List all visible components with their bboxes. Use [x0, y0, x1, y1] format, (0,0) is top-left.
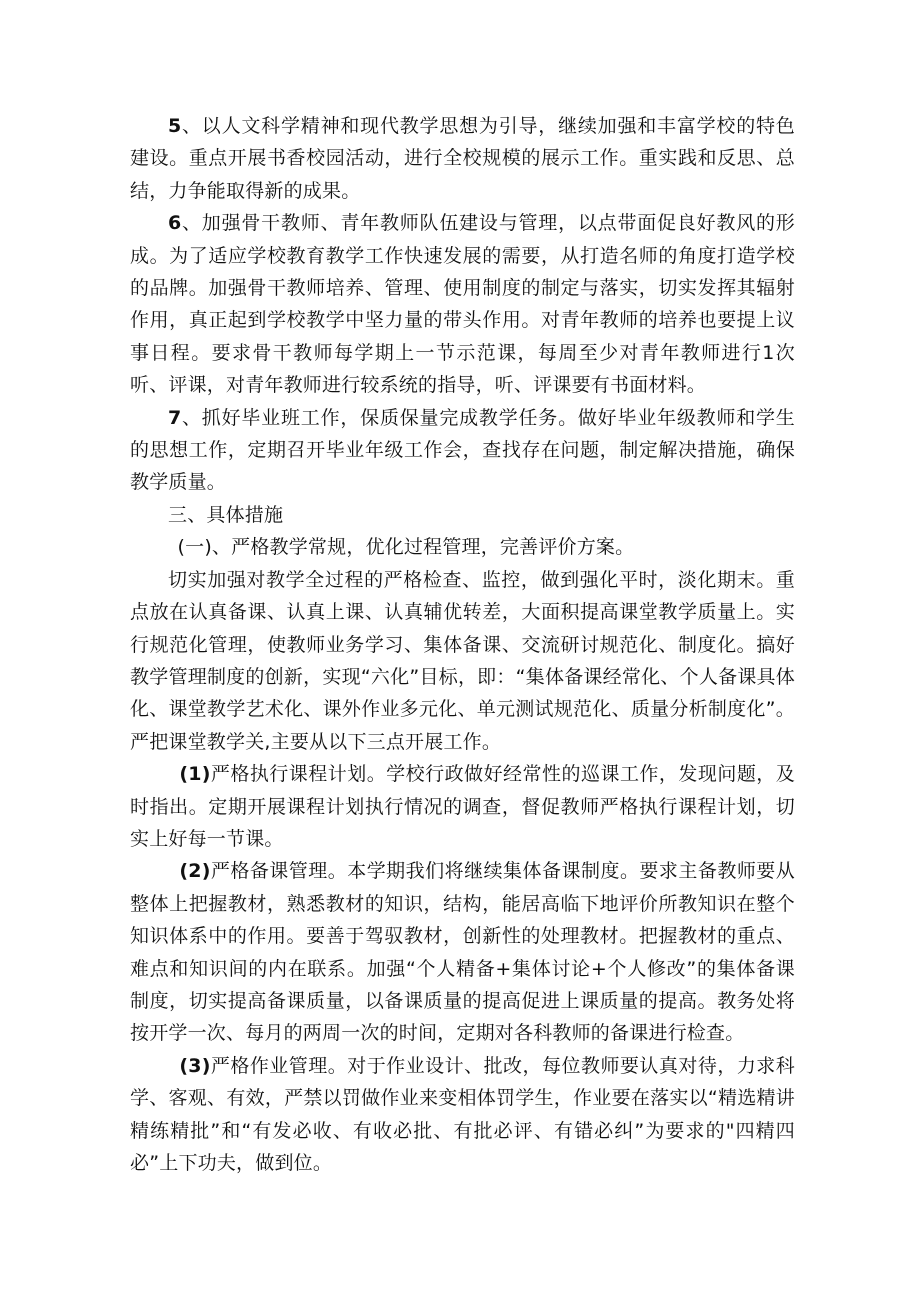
intro-paragraph: 切实加强对教学全过程的严格检查、监控，做到强化平时，淡化期末。重点放在认真备课、认真上课、认真辅优转差，大面积提高课堂教学质量上。实行规范化管理，使教师业务学习、集体备课、交流研讨规范化、制度化。搞好教学管理制度的创新，实现“六化”目标，即：“集体备课经常化、个人备课具体化、课堂教学艺术化、课外作业多元化、单元测试规范化、质量分析制度化”。严把课堂教学关,主要从以下三点开展工作。: [130, 568, 795, 753]
item-number: (2): [179, 860, 211, 883]
paragraph-text: 、以人文科学精神和现代教学思想为引导，继续加强和丰富学校的特色建设。重点开展书香校园活动，进行全校规模的展示工作。重实践和反思、总结，力争能取得新的成果。: [130, 115, 795, 202]
paragraph-5: [130, 110, 795, 207]
paragraph-6: [130, 207, 795, 401]
paragraph-text: 、抓好毕业班工作，保质保量完成教学任务。做好毕业年级教师和学生的思想工作，定期召开毕业年级工作会，查找存在问题，制定解决措施，确保教学质量。: [130, 406, 795, 494]
paragraph-7: [130, 402, 795, 499]
paragraph-number: 5: [168, 115, 182, 137]
item-3: [130, 1050, 795, 1180]
item-1: [130, 758, 795, 855]
section-heading: 三、具体措施: [168, 503, 284, 526]
paragraph-text: 、加强骨干教师、青年教师队伍建设与管理，以点带面促良好教风的形成。为了适应学校教育教学工作快速发展的需要，从打造名师的角度打造学校的品牌。加强骨干教师培养、管理、使用制度的制定与落实，切实发挥其辐射作用，真正起到学校教学中坚力量的带头作用。对青年教师的培养也要提上议事日程。要求骨干教师每学期上一节示范课，每周至少对青年教师进行1次听、评课，对青年教师进行较系统的指导，听、评课要有书面材料。: [130, 212, 795, 397]
item-text: 严格备课管理。本学期我们将继续集体备课制度。要求主备教师要从整体上把握教材，熟悉教材的知识，结构，能居高临下地评价所教知识在整个知识体系中的作用。要善于驾驭教材，创新性的处理教材。把握教材的重点、难点和知识间的内在联系。加强“个人精备+集体讨论+个人修改”的集体备课制度，切实提高备课质量，以备课质量的提高促进上课质量的提高。教务处将按开学一次、每月的两周一次的时间，定期对各科教师的备课进行检查。: [130, 860, 795, 1045]
item-number: (1): [179, 763, 211, 786]
item-text: 严格作业管理。对于作业设计、批改，每位教师要认真对待，力求科学、客观、有效，严禁以罚做作业来变相体罚学生，作业要在落实以“精选精讲精练精批”和“有发必收、有收必批、有批必评、有错必纠”为要求的"四精四必”上下功夫，做到位。: [130, 1054, 795, 1174]
document-body: [130, 110, 795, 1179]
item-text: 严格执行课程计划。学校行政做好经常性的巡课工作，发现问题，及时指出。定期开展课程计划执行情况的调查，督促教师严格执行课程计划，切实上好每一节课。: [130, 763, 795, 850]
subsection-heading: (一)、严格教学常规，优化过程管理，完善评价方案。: [177, 536, 635, 559]
item-2: [130, 855, 795, 1049]
item-number: (3): [179, 1054, 211, 1077]
paragraph-number: 7: [168, 406, 182, 429]
paragraph-number: 6: [168, 212, 182, 235]
